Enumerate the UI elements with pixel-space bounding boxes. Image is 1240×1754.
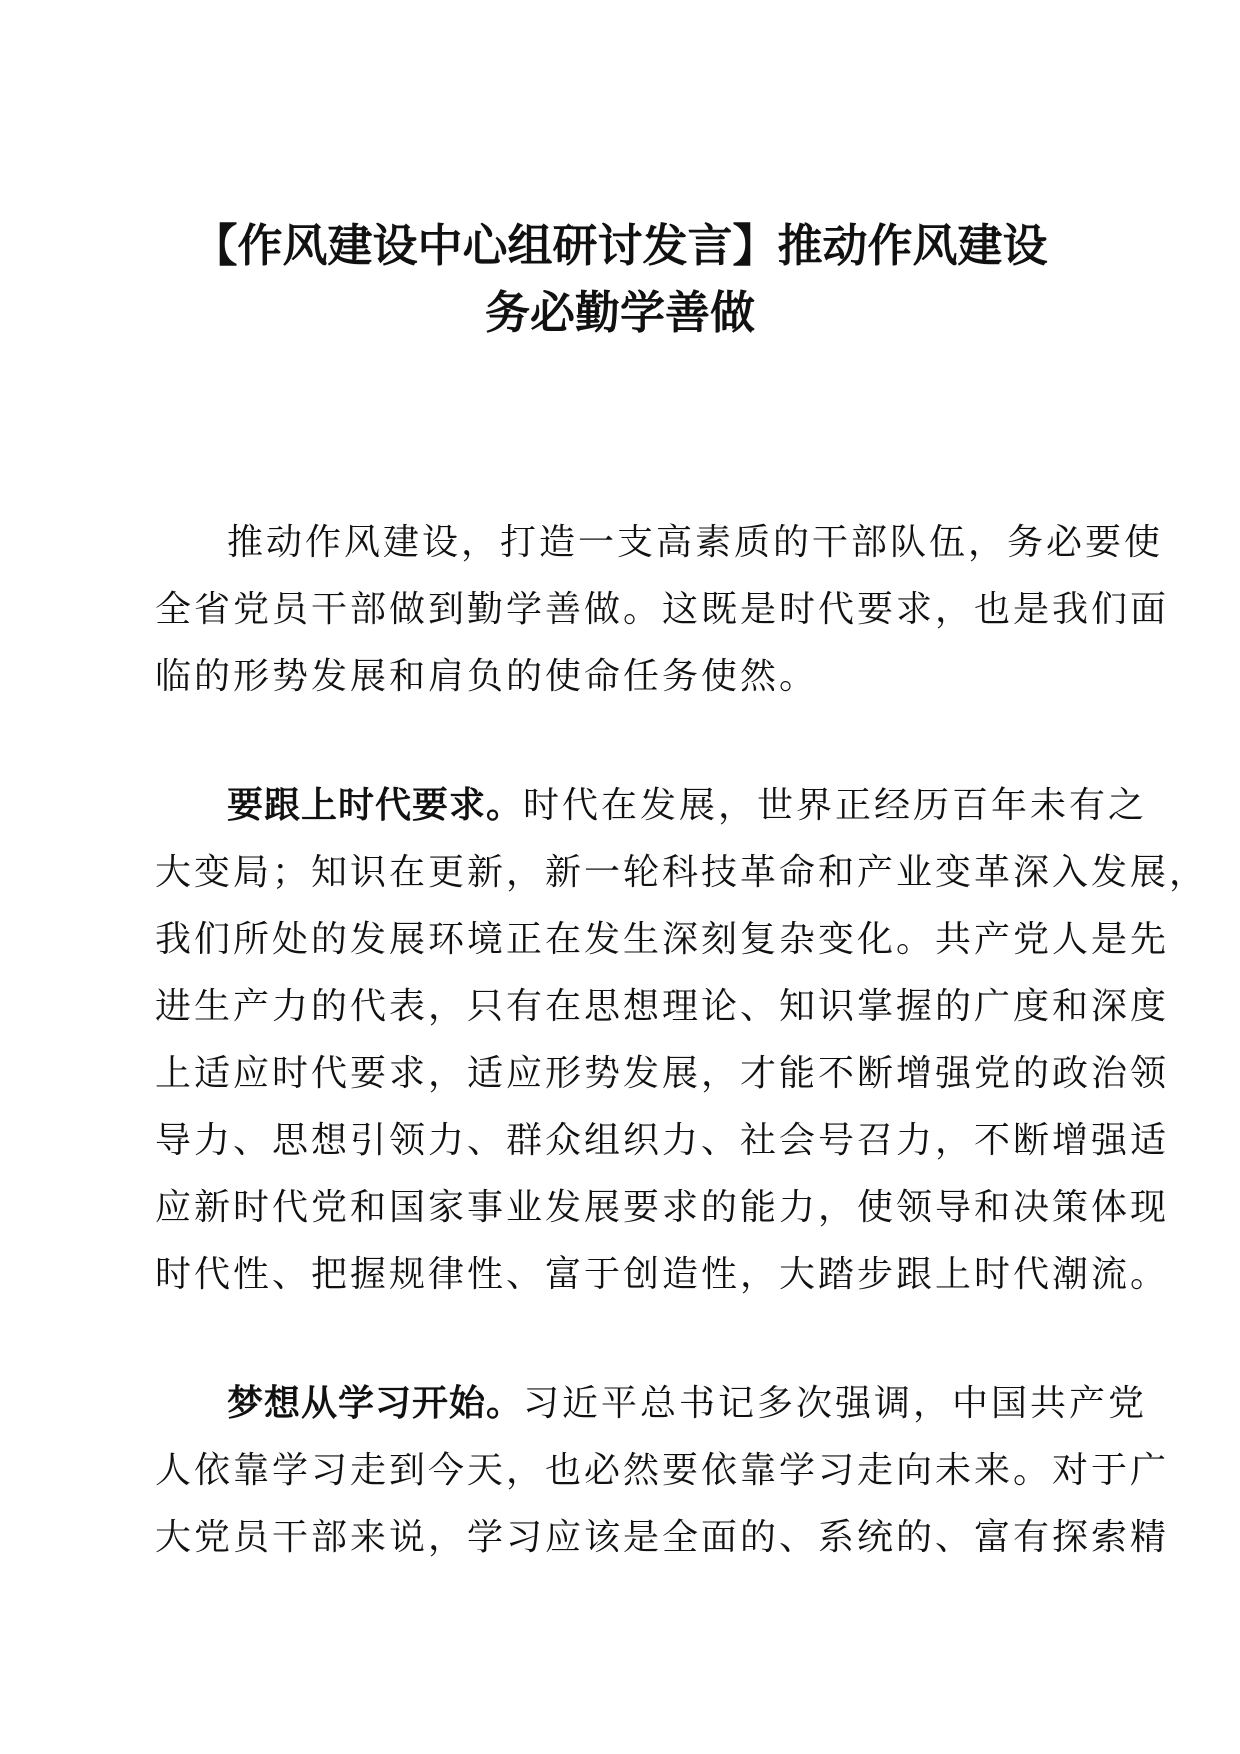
section-1-line: 导力、思想引领力、群众组织力、社会号召力，不断增强适 — [155, 1120, 1170, 1161]
section-2-line: 大党员干部来说，学习应该是全面的、系统的、富有探索精 — [155, 1517, 1170, 1558]
intro-paragraph-line: 临的形势发展和肩负的使命任务使然。 — [155, 656, 819, 697]
section-1-line: 我们所处的发展环境正在发生深刻复杂变化。共产党人是先 — [155, 919, 1170, 960]
section-2-first-line-text: 习近平总书记多次强调，中国共产党 — [523, 1383, 1148, 1424]
section-1-first-line-text: 时代在发展，世界正经历百年未有之 — [523, 785, 1148, 826]
section-1-line: 进生产力的代表，只有在思想理论、知识掌握的广度和深度 — [155, 986, 1170, 1027]
section-1-line: 上适应时代要求，适应形势发展，才能不断增强党的政治领 — [155, 1053, 1170, 1094]
document-title-line-2: 务必勤学善做 — [484, 286, 755, 339]
section-1-line: 大变局；知识在更新，新一轮科技革命和产业变革深入发展， — [155, 852, 1209, 893]
section-2-line: 人依靠学习走到今天，也必然要依靠学习走向未来。对于广 — [155, 1450, 1170, 1491]
intro-paragraph-line: 全省党员干部做到勤学善做。这既是时代要求，也是我们面 — [155, 589, 1170, 630]
document-title-line-1: 【作风建设中心组研讨发言】推动作风建设 — [192, 219, 1048, 272]
section-1-lead: 要跟上时代要求。 — [227, 785, 524, 826]
section-2-first-line — [227, 1381, 1148, 1427]
section-1-first-line — [227, 783, 1148, 829]
section-1-line: 应新时代党和国家事业发展要求的能力，使领导和决策体现 — [155, 1187, 1170, 1228]
section-1-line: 时代性、把握规律性、富于创造性，大踏步跟上时代潮流。 — [155, 1254, 1170, 1295]
intro-paragraph-line: 推动作风建设，打造一支高素质的干部队伍，务必要使 — [227, 522, 1164, 563]
section-2-lead: 梦想从学习开始。 — [227, 1383, 524, 1424]
